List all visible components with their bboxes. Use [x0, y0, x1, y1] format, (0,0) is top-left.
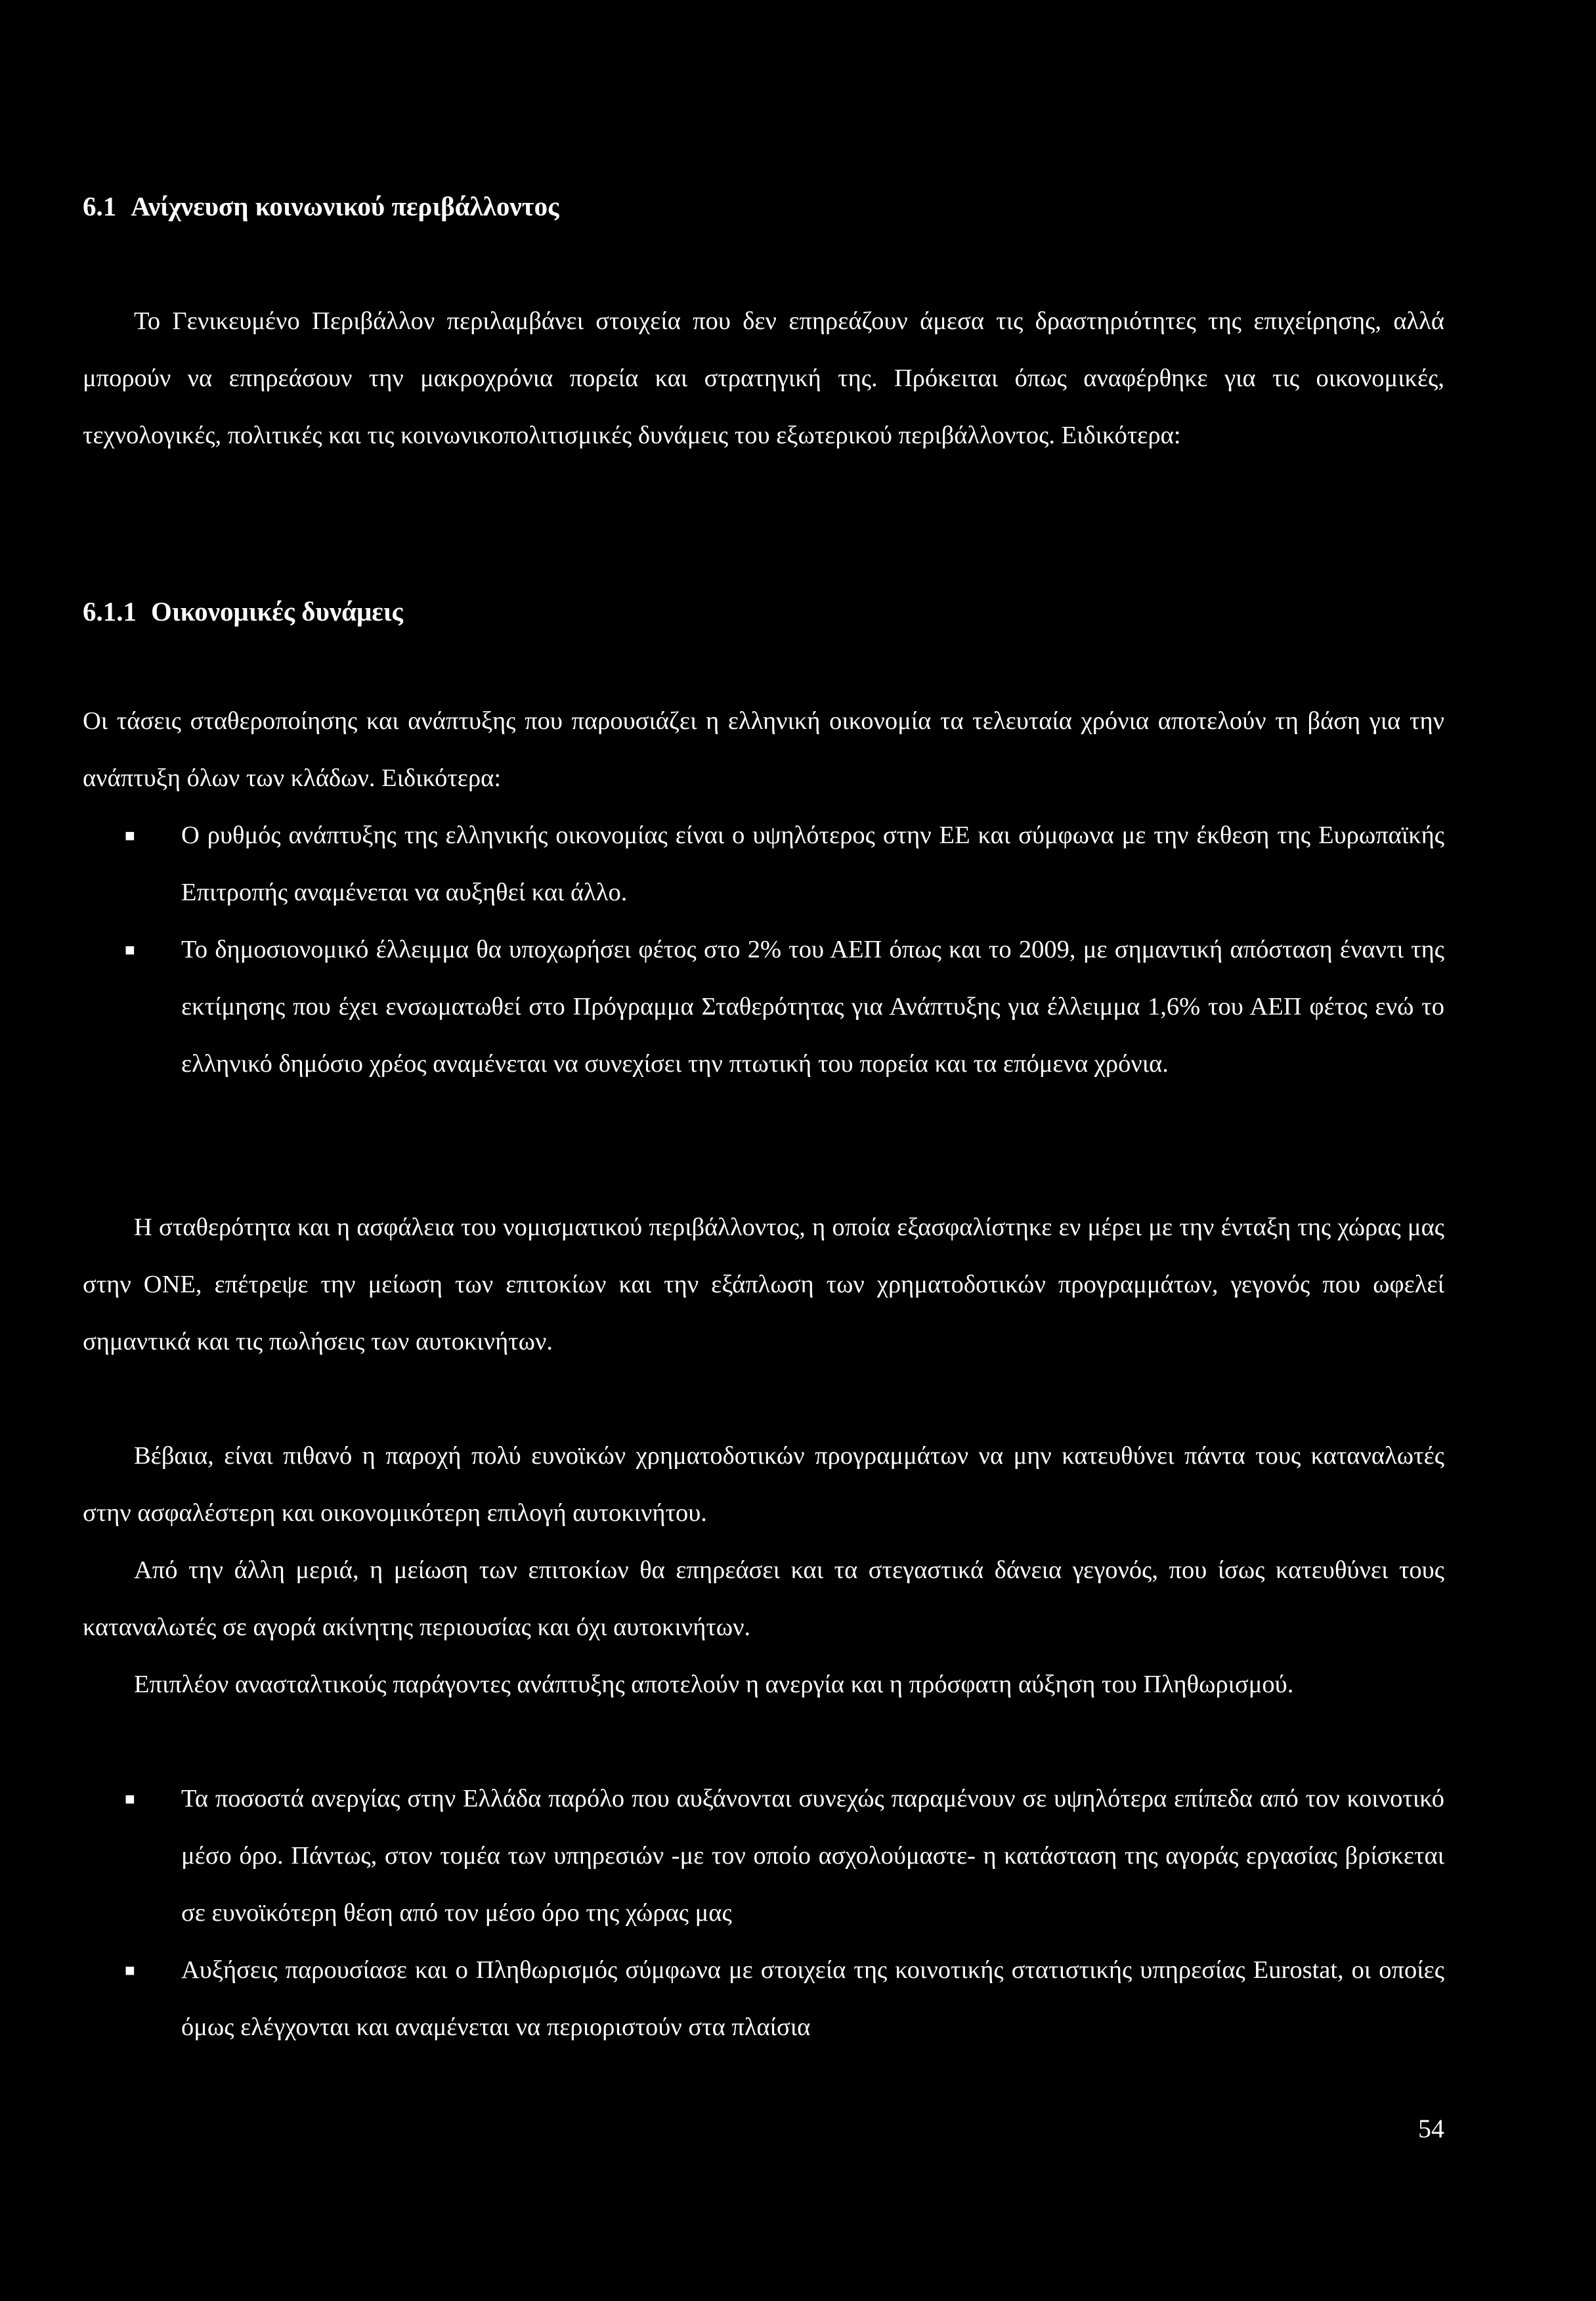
programs-paragraph: Βέβαια, είναι πιθανό η παροχή πολύ ευνοϊκών χρηματοδοτικών προγραμμάτων να μην κατευθύνει πάντα τους καταναλωτές στην ασφαλέστερη και οικονομικότερη επιλογή αυτοκινήτου.: [83, 1442, 1444, 1527]
bullet-marker-icon: ■: [125, 826, 135, 845]
economic-bullet-list: [83, 807, 1444, 1093]
list-item: [83, 1942, 1444, 2056]
unemployment-bullet-list: [83, 1770, 1444, 2056]
bullet-marker-icon: ■: [125, 1789, 135, 1808]
bullet-marker-icon: ■: [125, 1961, 135, 1980]
subsection-title: Οικονομικές δυνάμεις: [151, 596, 403, 626]
list-item: [83, 807, 1444, 921]
intro-paragraph: Το Γενικευμένο Περιβάλλον περιλαμβάνει στοιχεία που δεν επηρεάζουν άμεσα τις δραστηριότητες της επιχείρησης, αλλά μπορούν να επηρεάσουν την μακροχρόνια πορεία και στρατηγική της. Πρόκειται όπως αναφέρθηκε για τις οικονομικές, τεχνολογικές, πολιτικές και τις κοινωνικοπολιτισμικές δυνάμεις του εξωτερικού περιβάλλοντος. Ειδικότερα:: [83, 307, 1444, 449]
section-number: 6.1: [83, 191, 117, 221]
list-item: [83, 1770, 1444, 1942]
monetary-paragraph: Η σταθερότητα και η ασφάλεια του νομισματικού περιβάλλοντος, η οποία εξασφαλίστηκε εν μέρει με την ένταξη της χώρας μας στην ΟΝΕ, επέτρεψε την μείωση των επιτοκίων και την εξάπλωση των χρηματοδοτικών προγραμμάτων, γεγονός που ωφελεί σημαντικά και τις πωλήσεις των αυτοκινήτων.: [83, 1214, 1444, 1355]
interest-paragraph: Από την άλλη μεριά, η μείωση των επιτοκίων θα επηρεάσει και τα στεγαστικά δάνεια γεγονός, που ίσως κατευθύνει τους καταναλωτές σε αγορά ακίνητης περιουσίας και όχι αυτοκινήτων.: [83, 1556, 1444, 1641]
bullet-text: Τα ποσοστά ανεργίας στην Ελλάδα παρόλο που αυξάνονται συνεχώς παραμένουν σε υψηλότερα επίπεδα από τον κοινοτικό μέσο όρο. Πάντως, στον τομέα των υπηρεσιών -με τον οποίο ασχολούμαστε- η κατάσταση της αγοράς εργασίας βρίσκεται σε ευνοϊκότερη θέση από τον μέσο όρο της χώρας μας: [181, 1785, 1444, 1927]
bullet-marker-icon: ■: [125, 940, 135, 959]
bullet-text: Το δημοσιονομικό έλλειμμα θα υποχωρήσει φέτος στο 2% του ΑΕΠ όπως και το 2009, με σημαντική απόσταση έναντι της εκτίμησης που έχει ενσωματωθεί στο Πρόγραμμα Σταθερότητας για Ανάπτυξης για έλλειμμα 1,6% του ΑΕΠ φέτος ενώ το ελληνικό δημόσιο χρέος αναμένεται να συνεχίσει την πτωτική του πορεία και τα επόμενα χρόνια.: [181, 936, 1444, 1078]
bullet-text: Ο ρυθμός ανάπτυξης της ελληνικής οικονομίας είναι ο υψηλότερος στην ΕΕ και σύμφωνα με την έκθεση της Ευρωπαϊκής Επιτροπής αναμένεται να αυξηθεί και άλλο.: [181, 822, 1444, 906]
section-heading: [83, 190, 559, 222]
list-item: [83, 921, 1444, 1093]
page-number: 54: [1418, 2114, 1444, 2143]
subsection-number: 6.1.1: [83, 596, 137, 626]
bullet-text: Αυξήσεις παρουσίασε και ο Πληθωρισμός σύμφωνα με στοιχεία της κοινοτικής στατιστικής υπηρεσίας Eurostat, οι οποίες όμως ελέγχονται και αναμένεται να περιοριστούν στα πλαίσια: [181, 1956, 1444, 2041]
document-page: [83, 0, 1444, 2301]
economic-intro-paragraph: Οι τάσεις σταθεροποίησης και ανάπτυξης που παρουσιάζει η ελληνική οικονομία τα τελευταία χρόνια αποτελούν τη βάση για την ανάπτυξη όλων των κλάδων. Ειδικότερα:: [83, 707, 1444, 792]
section-title: Ανίχνευση κοινωνικού περιβάλλοντος: [131, 191, 559, 221]
factors-paragraph: Επιπλέον ανασταλτικούς παράγοντες ανάπτυξης αποτελούν η ανεργία και η πρόσφατη αύξηση του Πληθωρισμού.: [134, 1671, 1294, 1698]
subsection-heading: [83, 596, 403, 627]
